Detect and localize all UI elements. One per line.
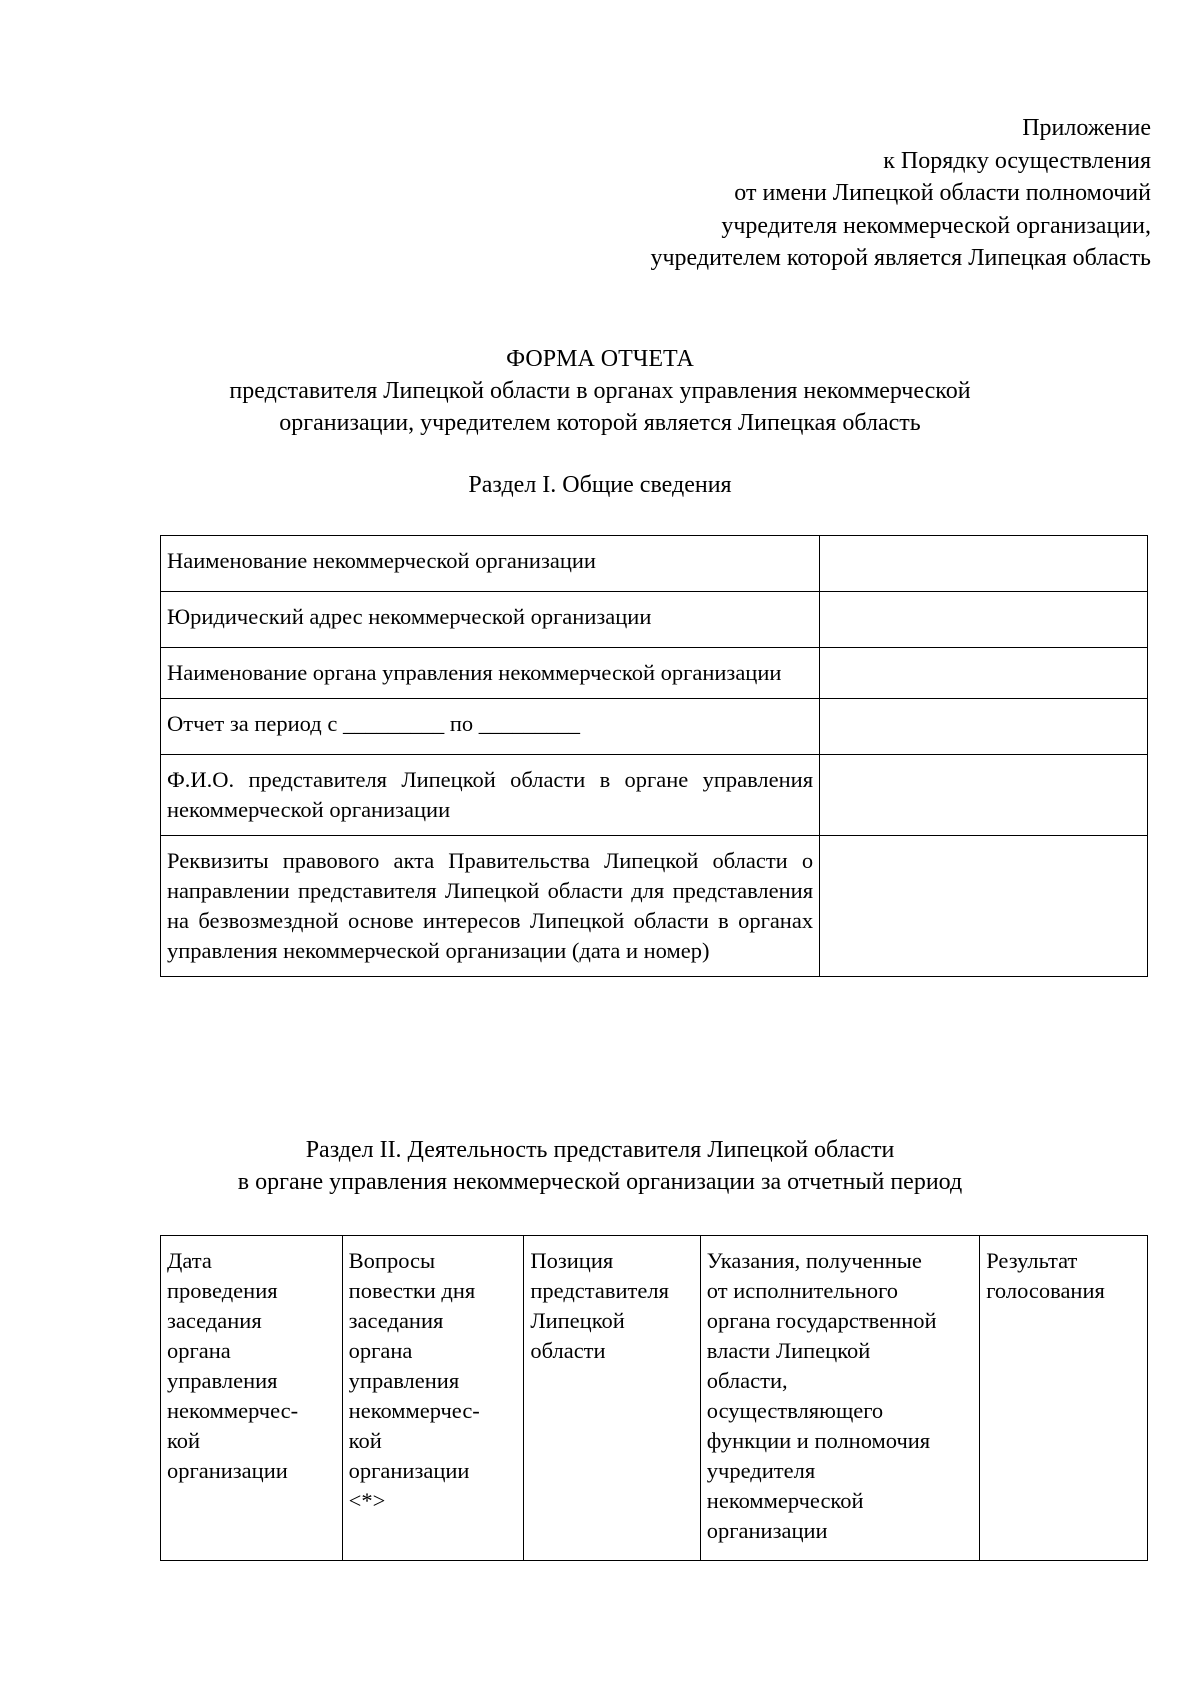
general-info-table	[160, 535, 1148, 977]
cell-line: кой	[348, 1428, 382, 1453]
cell-line: учредителя	[706, 1458, 816, 1483]
org-name-value[interactable]	[820, 536, 1148, 592]
cell-line: организации	[348, 1458, 470, 1483]
cell-line: от исполнительного	[706, 1278, 899, 1303]
table-row	[161, 836, 1148, 977]
cell-line: повестки дня	[348, 1278, 476, 1303]
cell-line: заседания	[348, 1308, 444, 1333]
cell-line: власти Липецкой	[706, 1338, 871, 1363]
cell-line: некоммерческой	[706, 1488, 864, 1513]
cell-line: организации	[706, 1518, 828, 1543]
cell-line: заседания	[167, 1308, 262, 1333]
cell-line: управления	[348, 1368, 460, 1393]
report-period-label: Отчет за период с _________ по _________	[161, 699, 820, 755]
appendix-line: к Порядку осуществления	[883, 147, 1151, 174]
column-meeting-date	[161, 1236, 343, 1561]
legal-act-label: Реквизиты правового акта Правительства Липецкой области о направлении представителя Липецкой области для представления на безвозмездной основе интересов Липецкой области в органах управления некоммерческой организации (дата и номер)	[161, 836, 820, 977]
cell-line: некоммерчес-	[348, 1398, 480, 1423]
appendix-line: Приложение	[1022, 115, 1151, 141]
governing-body-label: Наименование органа управления некоммерческой организации	[161, 648, 820, 699]
cell-line: некоммерчес-	[167, 1398, 299, 1423]
column-representative-position	[524, 1236, 700, 1561]
representative-name-label: Ф.И.О. представителя Липецкой области в органе управления некоммерческой организации	[161, 755, 820, 836]
cell-line: области,	[706, 1368, 788, 1393]
cell-line: представителя	[530, 1278, 669, 1303]
section2-title	[0, 1134, 1200, 1198]
column-instructions-received	[700, 1236, 979, 1561]
section2-title-line: Раздел II. Деятельность представителя Липецкой области	[305, 1137, 895, 1163]
column-voting-result	[980, 1236, 1148, 1561]
appendix-line: учредителем которой является Липецкая область	[650, 245, 1151, 271]
cell-line: области	[530, 1338, 606, 1363]
cell-line: осуществляющего	[706, 1398, 884, 1423]
cell-line: Позиция	[530, 1248, 614, 1273]
table-row	[161, 592, 1148, 648]
org-address-label: Юридический адрес некоммерческой организации	[161, 592, 820, 648]
form-title	[0, 343, 1200, 439]
appendix-line: от имени Липецкой области полномочий	[734, 180, 1151, 206]
column-agenda-items	[342, 1236, 524, 1561]
appendix-line: учредителя некоммерческой организации,	[721, 212, 1151, 239]
table-row	[161, 536, 1148, 592]
section1-title-text: Раздел I. Общие сведения	[468, 472, 732, 498]
activity-table	[160, 1235, 1148, 1561]
table-row	[161, 648, 1148, 699]
cell-line: Липецкой	[530, 1308, 625, 1333]
org-name-label: Наименование некоммерческой организации	[161, 536, 820, 592]
table-row	[161, 699, 1148, 755]
form-title-line: представителя Липецкой области в органах управления некоммерческой	[229, 378, 971, 404]
cell-line: органа	[348, 1338, 413, 1363]
org-address-value[interactable]	[820, 592, 1148, 648]
form-title-line: ФОРМА ОТЧЕТА	[506, 346, 694, 372]
table-header-row	[161, 1236, 1148, 1561]
appendix-header	[650, 112, 1151, 275]
cell-line: организации	[167, 1458, 288, 1483]
cell-line: Результат	[986, 1248, 1078, 1273]
cell-line: Вопросы	[348, 1248, 436, 1273]
cell-line: управления	[167, 1368, 278, 1393]
report-period-value[interactable]	[820, 699, 1148, 755]
cell-line: кой	[167, 1428, 201, 1453]
cell-line: органа государственной	[706, 1308, 937, 1333]
cell-line: функции и полномочия	[706, 1428, 931, 1453]
cell-line: Дата	[167, 1248, 212, 1273]
cell-line: проведения	[167, 1278, 278, 1303]
cell-line: голосования	[986, 1278, 1105, 1303]
governing-body-value[interactable]	[820, 648, 1148, 699]
section1-title	[0, 469, 1200, 501]
legal-act-value[interactable]	[820, 836, 1148, 977]
table-row	[161, 755, 1148, 836]
form-title-line: организации, учредителем которой является Липецкая область	[279, 410, 921, 436]
cell-line: Указания, полученные	[706, 1248, 922, 1273]
section2-title-line: в органе управления некоммерческой организации за отчетный период	[237, 1169, 963, 1195]
cell-line: органа	[167, 1338, 231, 1363]
representative-name-value[interactable]	[820, 755, 1148, 836]
cell-line: <*>	[348, 1488, 386, 1513]
